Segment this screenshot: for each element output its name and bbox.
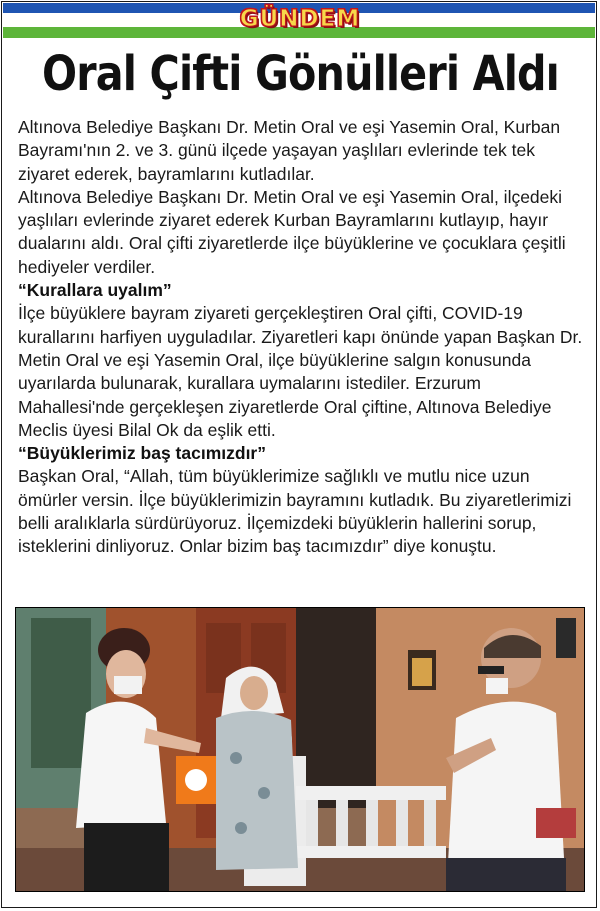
section-label: GÜNDEM <box>239 6 361 32</box>
subheading-elders: “Büyüklerimiz baş tacımızdır” <box>18 443 266 464</box>
elders-paragraph: Başkan Oral, “Allah, tüm büyüklerimize sağlıklı ve mutlu nice uzun ömürler versin. İlçe büyüklerimizin bayramını kutladık. Bu ziyaretlerimizi belli aralıklarla sürdürüyoruz. İlçemizdeki büyüklerin hallerini sorup, isteklerini dinliyoruz. Onlar bizim baş tacımızdır” diye konuştu. <box>18 466 572 557</box>
lantern-icon <box>556 618 576 658</box>
news-photo <box>15 607 585 892</box>
man-white-shirt <box>448 702 564 863</box>
intro-paragraph-2: Altınova Belediye Başkanı Dr. Metin Oral ve eşi Yasemin Oral, ilçedeki yaşlıları evlerinde ziyaret ederek Kurban Bayramlarını kutlayıp, hayır dualarını aldı. Oral çifti ziyaretlerde ilçe büyüklerine ve çocuklara çeşitli hediyeler verdiler. <box>18 186 566 277</box>
rules-paragraph: İlçe büyüklere bayram ziyareti gerçekleştiren Oral çifti, COVID-19 kurallarını harfiyen uyguladılar. Ziyaretleri kapı önünde yapan Başkan Dr. Metin Oral ve eşi Yasemin Oral, ilçe büyüklerine salgın konusunda uyarılarda bulunarak, kurallara uymalarını istediler. Erzurum Mahallesi'nde gerçekleşen ziyaretlerde Oral çiftine, Altınova Belediye Meclis üyesi Bilal Ok da eşlik etti. <box>18 303 583 440</box>
woman-white-shirt <box>76 702 166 828</box>
headline: Oral Çifti Gönülleri Aldı <box>42 46 559 102</box>
floral-dress <box>216 711 298 870</box>
woman-black-skirt <box>84 823 169 891</box>
dark-doorway <box>296 608 376 808</box>
subheading-rules: “Kurallara uyalım” <box>18 280 172 301</box>
intro-paragraph-1: Altınova Belediye Başkanı Dr. Metin Oral ve eşi Yasemin Oral, Kurban Bayramı'nın 2. ve 3. günü ilçede yaşayan yaşlıları evlerinde tek tek ziyaret ederek, bayramlarını kutladılar. <box>18 117 561 184</box>
article-body <box>18 116 588 559</box>
photo-illustration <box>16 608 584 891</box>
man-trousers <box>446 858 566 891</box>
railing <box>296 786 446 800</box>
